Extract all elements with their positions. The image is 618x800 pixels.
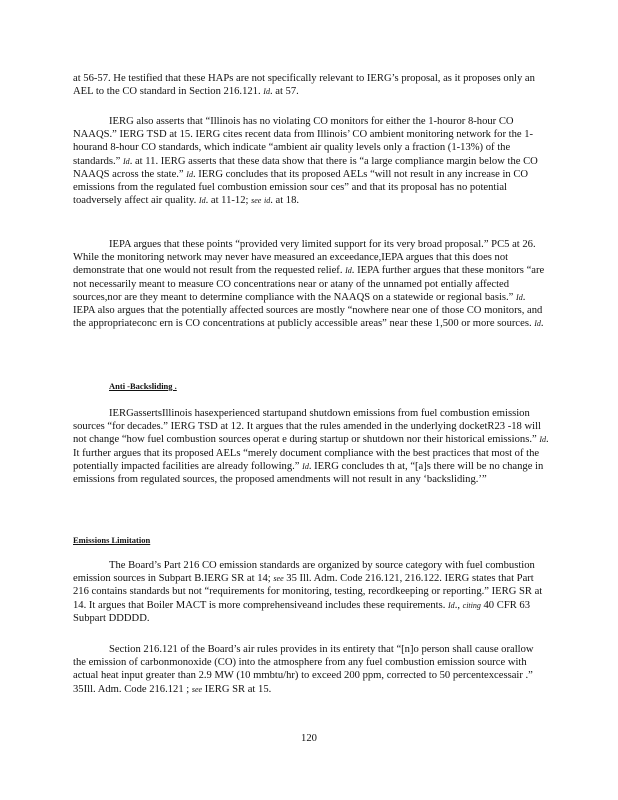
citation: Id — [448, 600, 455, 610]
text: . IERG concludes that its proposed AELs “will not result in any increase in CO emissions from the regulated fuel combustion emission sour ces” and that its proposal has no potential toadversely affect air quality. — [73, 168, 529, 207]
citation: Id — [198, 196, 206, 206]
citation: Id — [534, 319, 541, 329]
text: IERG also asserts that “Illinois has no violating CO monitors for either the 1-houror 8-hour CO NAAQS.” IERG TSD at 15. IERG cites recent data from Illinois’ CO ambient monitoring network for the 1-hourand 8-hour CO standards, which indicate “ambient air quality levels only a fraction (1-13%) of the standards.” — [73, 116, 534, 167]
citation: see — [191, 684, 203, 694]
heading-emissions-limitation: Emissions Limitation — [73, 535, 151, 545]
paragraph-5 — [73, 559, 549, 625]
citation: Id — [345, 266, 352, 276]
paragraph-6 — [73, 643, 549, 696]
text: . — [540, 318, 544, 330]
text: 40 CFR 63 Subpart DDDDD. — [73, 599, 531, 624]
paragraph-3 — [73, 238, 549, 330]
text: . IEPA further argues that these monitors “are not necessarily meant to measure CO concentrations near or atany of the unnamed pot entially affected sources,nor are they meant to determine compliance with the NAAQS on a statewide or regional basis.” — [73, 265, 545, 303]
text: ., — [454, 599, 463, 611]
citation: citing — [462, 600, 481, 610]
text: The Board’s Part 216 CO emission standards are organized by source category with fuel combustion emission sources in Subpart B.IERG SR at 14; — [73, 560, 535, 585]
text: Section 216.121 of the Board’s air rules provides in its entirety that “[n]o person shall cause orallow the emission of carbonmonoxide (CO) into the atmosphere from any fuel combustion emission source with actual heat input greater than 2.9 MW (10 mmbtu/hr) to exceed 200 ppm, corrected to 50 percentexcessair .” 35Ill. Adm. Code 216.121 ; — [73, 644, 534, 695]
citation: Id — [263, 87, 270, 97]
paragraph-2 — [73, 115, 549, 207]
text: . at 18. — [270, 195, 300, 207]
text: IERGassertsIllinois hasexperienced startupand shutdown emissions from fuel combustion emission sources “for decades.” IERG TSD at 12. It argues that the rules amended in the underlying docketR23 -18 will not change “how fuel combustion sources operat e during startup or shutdown nor their historical emissions.” — [73, 408, 541, 446]
page-number: 120 — [301, 733, 317, 744]
citation: Id — [186, 169, 193, 179]
text: IERG SR at 15. — [202, 683, 272, 695]
paragraph-1 — [73, 72, 549, 98]
text: . It further argues that its proposed AELs “merely document compliance with the best practices that most of the potentially impacted facilities are already following.” — [73, 434, 549, 472]
text: IEPA argues that these points “provided very limited support for its very broad proposal.” PC5 at 26. While the monitoring network may never have measured an exceedance,IEPA argues that this does not demonstrate that one would not result from the requested relief. — [73, 239, 536, 277]
text: . at 57. — [269, 86, 299, 98]
text: at 56-57. He testified that these HAPs are not specifically relevant to IERG’s proposal, as it proposes only an AEL to the CO standard in Section 216.121. — [73, 73, 535, 98]
citation: id — [263, 196, 271, 206]
citation: Id — [123, 156, 130, 166]
citation: see — [251, 196, 262, 206]
text: 35 Ill. Adm. Code 216.121, 216.122. IERG states that Part 216 contains standards but not “requirements for monitoring, testing, recordkeeping or reporting.” IERG SR at 14. It argues that Boiler MACT is more comprehensiveand includes these requirements. — [73, 573, 543, 611]
text: . IERG concludes th at, “[a]s there will be no change in emissions from regulated sources, the proposed amendments will not result in any ‘backsliding.’” — [73, 460, 544, 486]
citation: see — [273, 574, 284, 584]
text: . at 11-12; — [205, 195, 252, 207]
text: . at 11. IERG asserts that these data show that there is “a large compliance margin below the CO NAAQS across the state.” — [73, 155, 538, 180]
heading-anti-backsliding: Anti -Backsliding . — [109, 381, 177, 391]
paragraph-4 — [73, 407, 549, 486]
citation: Id — [539, 435, 546, 445]
text: . IEPA also argues that the potentially affected sources are mostly “nowhere near one of those CO monitors, and the appropriateconc ern is CO concentrations at publicly accessible areas” near these 1,500 or more sources. — [73, 291, 543, 330]
citation: Id — [302, 461, 309, 471]
citation: Id — [516, 292, 523, 302]
